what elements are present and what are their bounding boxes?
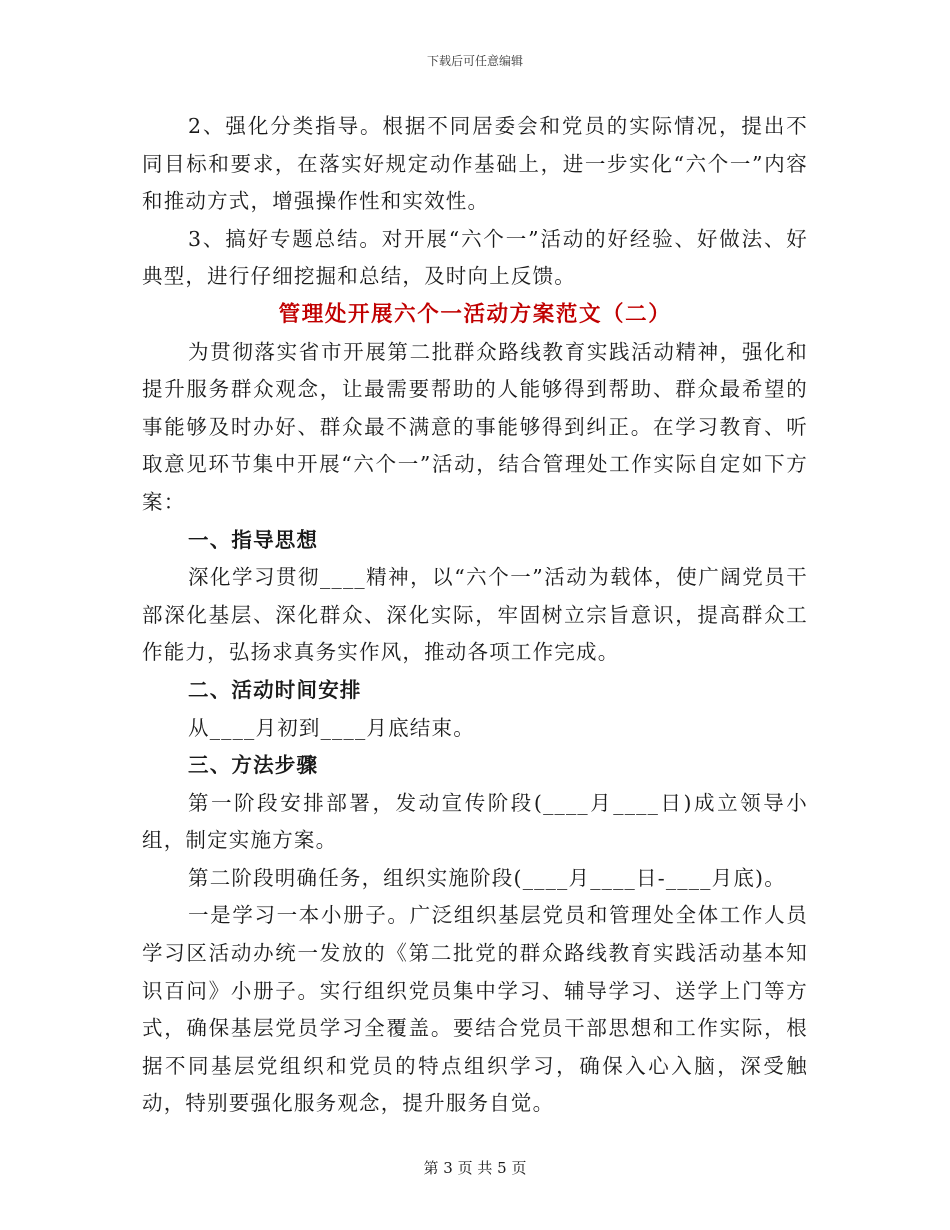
paragraph-study-booklet: 一是学习一本小册子。广泛组织基层党员和管理处全体工作人员学习区活动办统一发放的《第二批党的群众路线教育实践活动基本知识百问》小册子。实行组织党员集中学习、辅导学习、送学上门等方式，确保基层党员学习全覆盖。要结合党员干部思想和工作实际，根据不同基层党组织和党员的特点组织学习，确保入心入脑，深受触动，特别要强化服务观念，提升服务自觉。 [142,903,808,1116]
section-heading-schedule: 二、活动时间安排 [188,677,362,702]
page-footer: 第 3 页 共 5 页 [423,1159,527,1177]
section-heading-guiding-ideology: 一、指导思想 [188,527,319,552]
paragraph-step-one: 第一阶段安排部署，发动宣传阶段(____月____日)成立领导小组，制定实施方案。 [142,790,808,853]
paragraph-classified-guidance: 2、强化分类指导。根据不同居委会和党员的实际情况，提出不同目标和要求，在落实好规定动作基础上，进一步实化“六个一”内容和推动方式，增强操作性和实效性。 [142,114,808,214]
paragraph-guiding-ideology: 深化学习贯彻____精神，以“六个一”活动为载体，使广阔党员干部深化基层、深化群众、深化实际，牢固树立宗旨意识，提高群众工作能力，弘扬求真务实作风，推动各项工作完成。 [142,565,808,665]
page-header: 下载后可任意编辑 [426,54,523,68]
document-title: 管理处开展六个一活动方案范文（二） [278,301,672,327]
paragraph-topic-summary: 3、搞好专题总结。对开展“六个一”活动的好经验、好做法、好典型，进行仔细挖掘和总结，及时向上反馈。 [142,226,808,289]
paragraph-schedule: 从____月初到____月底结束。 [188,715,475,740]
section-heading-steps: 三、方法步骤 [188,753,319,778]
paragraph-step-two: 第二阶段明确任务，组织实施阶段(____月____日-____月底)。 [188,865,786,890]
paragraph-intro: 为贯彻落实省市开展第二批群众路线教育实践活动精神，强化和提升服务群众观念，让最需要帮助的人能够得到帮助、群众最希望的事能够及时办好、群众最不满意的事能够得到纠正。在学习教育、听取意见环节集中开展“六个一”活动，结合管理处工作实际自定如下方案： [142,339,808,514]
document-body [142,108,808,1123]
